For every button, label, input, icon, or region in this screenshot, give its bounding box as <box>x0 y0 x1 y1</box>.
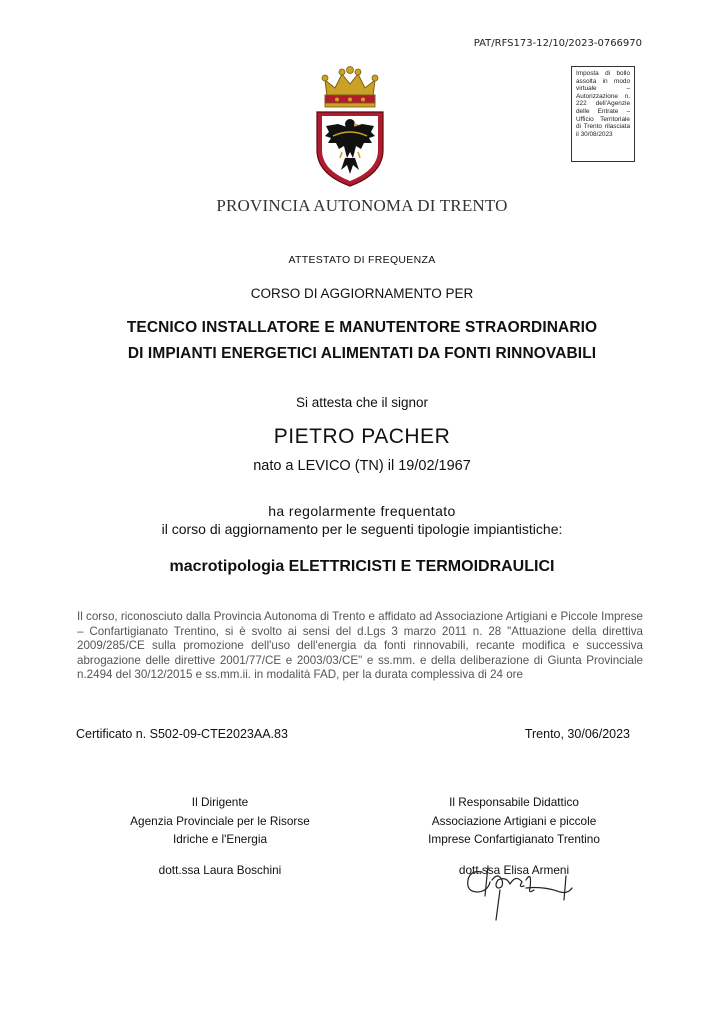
course-title-line-2: DI IMPIANTI ENERGETICI ALIMENTATI DA FONTI RINNOVABILI <box>127 345 597 362</box>
macro-typology-value: ELETTRICISTI E TERMOIDRAULICI <box>288 558 555 575</box>
stamp-duty-box: Imposta di bollo assolta in modo virtuale – Autorizzazione n. 222 dell'Agenzie delle Entrate – Ufficio Territoriale di Trento rilasciata il 30/08/2023 <box>571 66 635 162</box>
signer-org-line-1: Associazione Artigiani e piccole <box>431 813 597 828</box>
attended-line-2: il corso di aggiornamento per le seguenti tipologie impiantistiche: <box>161 521 563 537</box>
birth-info: nato a LEVICO (TN) il 19/02/1967 <box>253 458 471 474</box>
signer-name: dott.ssa Elisa Armeni <box>458 862 570 877</box>
attestation-text: Si attesta che il signor <box>295 395 429 410</box>
course-title-line-1: TECNICO INSTALLATORE E MANUTENTORE STRAORDINARIO <box>126 319 598 336</box>
macro-typology-label: macrotipologia <box>169 558 285 575</box>
agency-name: PROVINCIA AUTONOMA DI TRENTO <box>216 196 508 215</box>
course-description: Il corso, riconosciuto dalla Provincia Autonoma di Trento e affidato ad Associazione Artigiani e Piccole Imprese – Confartigianato Trentino, si è svolto ai sensi del d.Lgs 3 marzo 2011 n. 28 "Attuazione della direttiva 2009/285/CE sulla promozione dell'uso dell'energia da fonti rinnovabili, recante modifica e successiva abrogazione delle direttive 2001/77/CE e 2003/03/CE" e ss.mm. e della deliberazione di Giunta Provinciale n.2494 del 30/12/2015 e ss.mm.ii. in modalità FAD, per la durata complessiva di 24 ore <box>77 610 643 682</box>
protocol-number: PAT/RFS173-12/10/2023-0766970 <box>473 38 642 49</box>
course-intro: CORSO DI AGGIORNAMENTO PER <box>250 286 474 301</box>
signer-org-line-1: Agenzia Provinciale per le Risorse <box>130 813 310 828</box>
person-name: PIETRO PACHER <box>273 425 451 448</box>
macro-typology <box>0 558 724 576</box>
signer-role: Il Responsabile Didattico <box>449 795 579 809</box>
crown-icon <box>322 67 378 108</box>
handwritten-signature-icon <box>448 858 588 924</box>
signer-org-line-2: Imprese Confartigianato Trentino <box>428 832 600 846</box>
certificate-number: Certificato n. S502-09-CTE2023AA.83 <box>76 727 288 741</box>
signer-org-line-2: Idriche e l'Energia <box>172 832 268 846</box>
signer-role: Il Dirigente <box>191 795 249 809</box>
signer-name: dott.ssa Laura Boschini <box>158 862 282 877</box>
attended-line-1: ha regolarmente frequentato <box>268 503 456 519</box>
certificate-type: ATTESTATO DI FREQUENZA <box>288 254 436 266</box>
signature-block-left <box>90 793 350 879</box>
place-date: Trento, 30/06/2023 <box>524 727 630 741</box>
trento-coat-of-arms-icon <box>311 66 389 188</box>
